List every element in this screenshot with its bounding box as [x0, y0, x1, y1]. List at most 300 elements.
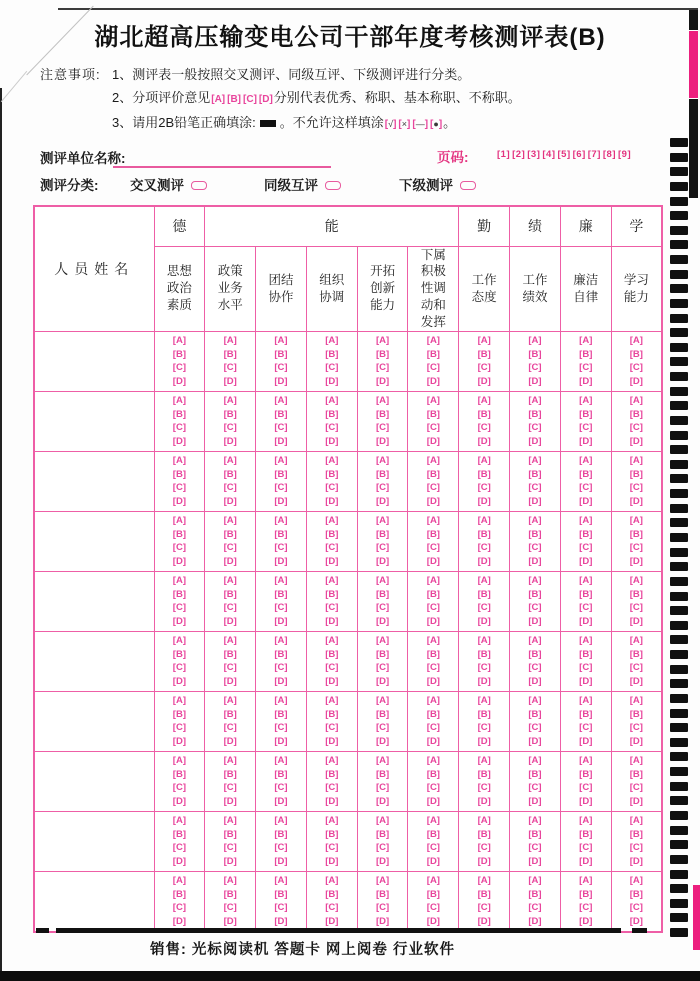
option-bubble[interactable]: [D]: [223, 616, 237, 628]
category-checkbox-bubble[interactable]: [460, 181, 476, 190]
option-bubble[interactable]: [A]: [579, 455, 593, 467]
option-bubble[interactable]: [B]: [172, 708, 186, 720]
option-bubble[interactable]: [D]: [579, 736, 593, 748]
option-bubble[interactable]: [D]: [426, 796, 440, 808]
option-bubble[interactable]: [B]: [528, 648, 542, 660]
option-bubble[interactable]: [D]: [477, 496, 491, 508]
option-bubble[interactable]: [B]: [274, 888, 288, 900]
option-bubble[interactable]: [C]: [172, 722, 186, 734]
option-bubble[interactable]: [C]: [528, 902, 542, 914]
option-bubble[interactable]: [D]: [629, 556, 643, 568]
option-bubble[interactable]: [A]: [274, 755, 288, 767]
option-bubble[interactable]: [A]: [325, 695, 339, 707]
option-bubble[interactable]: [A]: [477, 455, 491, 467]
option-bubble[interactable]: [A]: [325, 575, 339, 587]
option-bubble[interactable]: [A]: [477, 515, 491, 527]
option-bubble[interactable]: [A]: [629, 335, 643, 347]
option-bubble[interactable]: [A]: [172, 335, 186, 347]
option-bubble[interactable]: [D]: [325, 796, 339, 808]
option-bubble[interactable]: [D]: [426, 556, 440, 568]
option-bubble[interactable]: [B]: [629, 528, 643, 540]
option-bubble[interactable]: [D]: [426, 916, 440, 928]
option-bubble[interactable]: [D]: [528, 676, 542, 688]
option-bubble[interactable]: [B]: [375, 888, 390, 900]
person-name-cell[interactable]: [34, 751, 154, 811]
option-bubble[interactable]: [C]: [172, 482, 186, 494]
category-checkbox-bubble[interactable]: [191, 181, 207, 190]
option-bubble[interactable]: [C]: [172, 602, 186, 614]
option-bubble[interactable]: [B]: [274, 468, 288, 480]
option-bubble[interactable]: [A]: [629, 575, 643, 587]
option-bubble[interactable]: [C]: [325, 482, 339, 494]
page-number-bubble[interactable]: [8]: [602, 149, 616, 160]
option-bubble[interactable]: [C]: [426, 902, 440, 914]
option-bubble[interactable]: [B]: [477, 528, 491, 540]
option-bubble[interactable]: [B]: [477, 708, 491, 720]
option-bubble[interactable]: [B]: [325, 588, 339, 600]
option-bubble[interactable]: [A]: [426, 335, 440, 347]
option-bubble[interactable]: [C]: [274, 902, 288, 914]
option-bubble[interactable]: [D]: [274, 856, 288, 868]
option-bubble[interactable]: [B]: [274, 528, 288, 540]
option-bubble[interactable]: [A]: [629, 395, 643, 407]
option-bubble[interactable]: [A]: [477, 875, 491, 887]
page-number-bubble[interactable]: [6]: [572, 149, 586, 160]
option-bubble[interactable]: [A]: [375, 755, 390, 767]
option-bubble[interactable]: [A]: [426, 815, 440, 827]
option-bubble[interactable]: [A]: [426, 395, 440, 407]
page-number-bubble[interactable]: [5]: [557, 149, 571, 160]
option-bubble[interactable]: [A]: [629, 875, 643, 887]
option-bubble[interactable]: [D]: [528, 556, 542, 568]
option-bubble[interactable]: [A]: [274, 695, 288, 707]
option-bubble[interactable]: [D]: [426, 436, 440, 448]
option-bubble[interactable]: [B]: [477, 348, 491, 360]
option-bubble[interactable]: [C]: [375, 782, 390, 794]
option-bubble[interactable]: [D]: [579, 916, 593, 928]
option-bubble[interactable]: [C]: [477, 842, 491, 854]
option-bubble[interactable]: [B]: [223, 888, 237, 900]
option-bubble[interactable]: [A]: [426, 755, 440, 767]
option-bubble[interactable]: [B]: [274, 408, 288, 420]
option-bubble[interactable]: [B]: [426, 648, 440, 660]
option-bubble[interactable]: [A]: [528, 875, 542, 887]
option-bubble[interactable]: [C]: [172, 902, 186, 914]
option-bubble[interactable]: [C]: [426, 602, 440, 614]
option-bubble[interactable]: [C]: [629, 782, 643, 794]
option-bubble[interactable]: [A]: [477, 755, 491, 767]
option-bubble[interactable]: [B]: [172, 588, 186, 600]
option-bubble[interactable]: [D]: [172, 496, 186, 508]
option-bubble[interactable]: [A]: [629, 695, 643, 707]
option-bubble[interactable]: [A]: [223, 875, 237, 887]
option-bubble[interactable]: [D]: [579, 376, 593, 388]
option-bubble[interactable]: [B]: [223, 408, 237, 420]
option-bubble[interactable]: [C]: [274, 782, 288, 794]
option-bubble[interactable]: [A]: [477, 695, 491, 707]
option-bubble[interactable]: [D]: [528, 376, 542, 388]
option-bubble[interactable]: [B]: [325, 408, 339, 420]
person-name-cell[interactable]: [34, 511, 154, 571]
option-bubble[interactable]: [D]: [172, 856, 186, 868]
option-bubble[interactable]: [D]: [325, 376, 339, 388]
option-bubble[interactable]: [C]: [477, 902, 491, 914]
option-bubble[interactable]: [C]: [477, 662, 491, 674]
option-bubble[interactable]: [D]: [579, 556, 593, 568]
option-bubble[interactable]: [D]: [477, 676, 491, 688]
option-bubble[interactable]: [D]: [579, 616, 593, 628]
option-bubble[interactable]: [C]: [325, 782, 339, 794]
option-bubble[interactable]: [B]: [629, 468, 643, 480]
option-bubble[interactable]: [B]: [223, 348, 237, 360]
option-bubble[interactable]: [A]: [325, 635, 339, 647]
option-bubble[interactable]: [A]: [629, 755, 643, 767]
option-bubble[interactable]: [A]: [528, 695, 542, 707]
option-bubble[interactable]: [A]: [223, 455, 237, 467]
option-bubble[interactable]: [A]: [375, 695, 390, 707]
option-bubble[interactable]: [B]: [375, 828, 390, 840]
option-bubble[interactable]: [B]: [426, 528, 440, 540]
option-bubble[interactable]: [C]: [629, 722, 643, 734]
option-bubble[interactable]: [C]: [579, 602, 593, 614]
option-bubble[interactable]: [C]: [579, 362, 593, 374]
option-bubble[interactable]: [C]: [375, 902, 390, 914]
option-bubble[interactable]: [D]: [274, 736, 288, 748]
person-name-cell[interactable]: [34, 871, 154, 932]
option-bubble[interactable]: [D]: [223, 736, 237, 748]
option-bubble[interactable]: [A]: [325, 875, 339, 887]
option-bubble[interactable]: [A]: [528, 575, 542, 587]
option-bubble[interactable]: [A]: [579, 695, 593, 707]
option-bubble[interactable]: [D]: [477, 616, 491, 628]
option-bubble[interactable]: [C]: [223, 662, 237, 674]
option-bubble[interactable]: [C]: [426, 842, 440, 854]
option-bubble[interactable]: [B]: [223, 588, 237, 600]
option-bubble[interactable]: [D]: [375, 376, 390, 388]
option-bubble[interactable]: [A]: [375, 635, 390, 647]
option-bubble[interactable]: [B]: [274, 348, 288, 360]
option-bubble[interactable]: [D]: [426, 676, 440, 688]
option-bubble[interactable]: [B]: [426, 828, 440, 840]
option-bubble[interactable]: [B]: [325, 468, 339, 480]
option-bubble[interactable]: [C]: [375, 362, 390, 374]
option-bubble[interactable]: [A]: [223, 335, 237, 347]
option-bubble[interactable]: [A]: [274, 455, 288, 467]
option-bubble[interactable]: [C]: [223, 602, 237, 614]
option-bubble[interactable]: [C]: [579, 722, 593, 734]
page-number-bubble[interactable]: [7]: [587, 149, 601, 160]
option-bubble[interactable]: [C]: [426, 722, 440, 734]
option-bubble[interactable]: [C]: [579, 842, 593, 854]
option-bubble[interactable]: [A]: [579, 575, 593, 587]
option-bubble[interactable]: [A]: [477, 635, 491, 647]
option-bubble[interactable]: [B]: [172, 828, 186, 840]
option-bubble[interactable]: [A]: [375, 875, 390, 887]
option-bubble[interactable]: [A]: [172, 695, 186, 707]
option-bubble[interactable]: [D]: [172, 436, 186, 448]
option-bubble[interactable]: [A]: [579, 515, 593, 527]
option-bubble[interactable]: [D]: [528, 736, 542, 748]
option-bubble[interactable]: [B]: [274, 768, 288, 780]
option-bubble[interactable]: [A]: [426, 515, 440, 527]
option-bubble[interactable]: [D]: [274, 556, 288, 568]
option-bubble[interactable]: [D]: [223, 556, 237, 568]
option-bubble[interactable]: [B]: [172, 768, 186, 780]
option-bubble[interactable]: [D]: [274, 616, 288, 628]
option-bubble[interactable]: [D]: [528, 856, 542, 868]
option-bubble[interactable]: [A]: [274, 875, 288, 887]
option-bubble[interactable]: [D]: [375, 436, 390, 448]
option-bubble[interactable]: [C]: [528, 662, 542, 674]
option-bubble[interactable]: [C]: [477, 782, 491, 794]
option-bubble[interactable]: [B]: [325, 768, 339, 780]
option-bubble[interactable]: [D]: [325, 856, 339, 868]
option-bubble[interactable]: [A]: [579, 335, 593, 347]
option-bubble[interactable]: [A]: [477, 815, 491, 827]
option-bubble[interactable]: [D]: [274, 796, 288, 808]
option-bubble[interactable]: [C]: [172, 842, 186, 854]
option-bubble[interactable]: [D]: [375, 676, 390, 688]
option-bubble[interactable]: [A]: [375, 815, 390, 827]
option-bubble[interactable]: [D]: [579, 796, 593, 808]
option-bubble[interactable]: [B]: [629, 768, 643, 780]
option-bubble[interactable]: [B]: [528, 348, 542, 360]
option-bubble[interactable]: [C]: [375, 602, 390, 614]
option-bubble[interactable]: [A]: [375, 335, 390, 347]
option-bubble[interactable]: [C]: [325, 362, 339, 374]
option-bubble[interactable]: [D]: [223, 436, 237, 448]
option-bubble[interactable]: [C]: [172, 782, 186, 794]
option-bubble[interactable]: [C]: [426, 662, 440, 674]
option-bubble[interactable]: [B]: [528, 768, 542, 780]
option-bubble[interactable]: [D]: [426, 736, 440, 748]
option-bubble[interactable]: [B]: [579, 828, 593, 840]
option-bubble[interactable]: [B]: [477, 828, 491, 840]
option-bubble[interactable]: [D]: [274, 916, 288, 928]
option-bubble[interactable]: [C]: [528, 542, 542, 554]
option-bubble[interactable]: [D]: [629, 916, 643, 928]
option-bubble[interactable]: [C]: [375, 722, 390, 734]
option-bubble[interactable]: [C]: [579, 542, 593, 554]
option-bubble[interactable]: [B]: [223, 708, 237, 720]
option-bubble[interactable]: [A]: [274, 335, 288, 347]
option-bubble[interactable]: [D]: [629, 376, 643, 388]
option-bubble[interactable]: [B]: [426, 708, 440, 720]
option-bubble[interactable]: [B]: [274, 708, 288, 720]
option-bubble[interactable]: [B]: [325, 708, 339, 720]
option-bubble[interactable]: [B]: [579, 468, 593, 480]
option-bubble[interactable]: [B]: [477, 768, 491, 780]
option-bubble[interactable]: [C]: [172, 422, 186, 434]
option-bubble[interactable]: [C]: [223, 842, 237, 854]
option-bubble[interactable]: [C]: [477, 422, 491, 434]
option-bubble[interactable]: [A]: [325, 395, 339, 407]
option-bubble[interactable]: [D]: [579, 436, 593, 448]
option-bubble[interactable]: [B]: [375, 468, 390, 480]
option-bubble[interactable]: [C]: [629, 902, 643, 914]
option-bubble[interactable]: [D]: [579, 856, 593, 868]
option-bubble[interactable]: [D]: [325, 736, 339, 748]
option-bubble[interactable]: [C]: [579, 902, 593, 914]
option-bubble[interactable]: [D]: [629, 616, 643, 628]
option-bubble[interactable]: [B]: [629, 408, 643, 420]
option-bubble[interactable]: [D]: [477, 916, 491, 928]
option-bubble[interactable]: [C]: [629, 362, 643, 374]
option-bubble[interactable]: [D]: [325, 676, 339, 688]
category-checkbox-bubble[interactable]: [325, 181, 341, 190]
option-bubble[interactable]: [D]: [325, 916, 339, 928]
option-bubble[interactable]: [B]: [172, 408, 186, 420]
option-bubble[interactable]: [D]: [172, 376, 186, 388]
option-bubble[interactable]: [A]: [477, 575, 491, 587]
option-bubble[interactable]: [C]: [426, 422, 440, 434]
option-bubble[interactable]: [B]: [172, 348, 186, 360]
option-bubble[interactable]: [B]: [528, 468, 542, 480]
option-bubble[interactable]: [B]: [172, 648, 186, 660]
option-bubble[interactable]: [B]: [172, 528, 186, 540]
option-bubble[interactable]: [D]: [528, 616, 542, 628]
option-bubble[interactable]: [B]: [325, 888, 339, 900]
option-bubble[interactable]: [A]: [172, 875, 186, 887]
option-bubble[interactable]: [A]: [274, 815, 288, 827]
option-bubble[interactable]: [A]: [325, 815, 339, 827]
option-bubble[interactable]: [A]: [426, 875, 440, 887]
person-name-cell[interactable]: [34, 451, 154, 511]
page-number-bubble[interactable]: [3]: [527, 149, 541, 160]
option-bubble[interactable]: [B]: [477, 648, 491, 660]
option-bubble[interactable]: [D]: [375, 616, 390, 628]
option-bubble[interactable]: [C]: [223, 482, 237, 494]
option-bubble[interactable]: [D]: [426, 376, 440, 388]
person-name-cell[interactable]: [34, 631, 154, 691]
option-bubble[interactable]: [A]: [528, 515, 542, 527]
option-bubble[interactable]: [A]: [172, 755, 186, 767]
option-bubble[interactable]: [B]: [325, 528, 339, 540]
option-bubble[interactable]: [A]: [629, 455, 643, 467]
option-bubble[interactable]: [B]: [477, 888, 491, 900]
option-bubble[interactable]: [D]: [172, 796, 186, 808]
option-bubble[interactable]: [C]: [375, 842, 390, 854]
option-bubble[interactable]: [A]: [579, 395, 593, 407]
option-bubble[interactable]: [C]: [477, 362, 491, 374]
option-bubble[interactable]: [C]: [375, 542, 390, 554]
option-bubble[interactable]: [C]: [579, 662, 593, 674]
option-bubble[interactable]: [A]: [528, 455, 542, 467]
option-bubble[interactable]: [D]: [172, 916, 186, 928]
option-bubble[interactable]: [A]: [528, 635, 542, 647]
option-bubble[interactable]: [D]: [223, 376, 237, 388]
option-bubble[interactable]: [A]: [223, 755, 237, 767]
option-bubble[interactable]: [B]: [274, 828, 288, 840]
option-bubble[interactable]: [A]: [325, 755, 339, 767]
option-bubble[interactable]: [D]: [223, 796, 237, 808]
option-bubble[interactable]: [A]: [375, 395, 390, 407]
option-bubble[interactable]: [C]: [223, 902, 237, 914]
option-bubble[interactable]: [A]: [528, 335, 542, 347]
option-bubble[interactable]: [C]: [477, 482, 491, 494]
option-bubble[interactable]: [C]: [629, 842, 643, 854]
option-bubble[interactable]: [B]: [172, 888, 186, 900]
option-bubble[interactable]: [A]: [223, 575, 237, 587]
option-bubble[interactable]: [D]: [375, 916, 390, 928]
option-bubble[interactable]: [D]: [325, 616, 339, 628]
option-bubble[interactable]: [C]: [426, 362, 440, 374]
option-bubble[interactable]: [B]: [375, 408, 390, 420]
option-bubble[interactable]: [C]: [223, 362, 237, 374]
option-bubble[interactable]: [A]: [528, 815, 542, 827]
option-bubble[interactable]: [C]: [579, 482, 593, 494]
option-bubble[interactable]: [C]: [274, 662, 288, 674]
option-bubble[interactable]: [C]: [172, 542, 186, 554]
option-bubble[interactable]: [A]: [477, 335, 491, 347]
option-bubble[interactable]: [C]: [579, 782, 593, 794]
option-bubble[interactable]: [D]: [274, 676, 288, 688]
option-bubble[interactable]: [A]: [172, 455, 186, 467]
option-bubble[interactable]: [B]: [426, 468, 440, 480]
option-bubble[interactable]: [C]: [223, 782, 237, 794]
option-bubble[interactable]: [A]: [172, 395, 186, 407]
option-bubble[interactable]: [B]: [528, 828, 542, 840]
option-bubble[interactable]: [C]: [325, 722, 339, 734]
option-bubble[interactable]: [B]: [477, 468, 491, 480]
option-bubble[interactable]: [B]: [375, 708, 390, 720]
option-bubble[interactable]: [A]: [426, 455, 440, 467]
option-bubble[interactable]: [D]: [274, 376, 288, 388]
option-bubble[interactable]: [D]: [325, 436, 339, 448]
option-bubble[interactable]: [A]: [274, 515, 288, 527]
option-bubble[interactable]: [C]: [325, 422, 339, 434]
option-bubble[interactable]: [D]: [528, 436, 542, 448]
option-bubble[interactable]: [A]: [274, 575, 288, 587]
option-bubble[interactable]: [A]: [375, 455, 390, 467]
option-bubble[interactable]: [B]: [579, 768, 593, 780]
option-bubble[interactable]: [C]: [426, 782, 440, 794]
option-bubble[interactable]: [A]: [528, 395, 542, 407]
option-bubble[interactable]: [C]: [629, 542, 643, 554]
option-bubble[interactable]: [B]: [223, 648, 237, 660]
option-bubble[interactable]: [C]: [375, 662, 390, 674]
option-bubble[interactable]: [B]: [223, 828, 237, 840]
option-bubble[interactable]: [C]: [528, 842, 542, 854]
option-bubble[interactable]: [A]: [172, 515, 186, 527]
option-bubble[interactable]: [B]: [426, 588, 440, 600]
option-bubble[interactable]: [C]: [274, 422, 288, 434]
option-bubble[interactable]: [C]: [528, 782, 542, 794]
option-bubble[interactable]: [C]: [477, 722, 491, 734]
option-bubble[interactable]: [C]: [528, 482, 542, 494]
option-bubble[interactable]: [B]: [223, 468, 237, 480]
option-bubble[interactable]: [C]: [274, 362, 288, 374]
option-bubble[interactable]: [A]: [426, 575, 440, 587]
option-bubble[interactable]: [A]: [172, 635, 186, 647]
option-bubble[interactable]: [A]: [426, 635, 440, 647]
option-bubble[interactable]: [B]: [426, 348, 440, 360]
option-bubble[interactable]: [D]: [172, 616, 186, 628]
option-bubble[interactable]: [B]: [325, 348, 339, 360]
option-bubble[interactable]: [A]: [223, 395, 237, 407]
option-bubble[interactable]: [D]: [375, 796, 390, 808]
option-bubble[interactable]: [B]: [528, 888, 542, 900]
option-bubble[interactable]: [B]: [579, 888, 593, 900]
option-bubble[interactable]: [B]: [528, 708, 542, 720]
option-bubble[interactable]: [B]: [528, 408, 542, 420]
option-bubble[interactable]: [D]: [477, 376, 491, 388]
page-number-bubble[interactable]: [4]: [542, 149, 556, 160]
option-bubble[interactable]: [C]: [223, 542, 237, 554]
option-bubble[interactable]: [C]: [375, 422, 390, 434]
option-bubble[interactable]: [D]: [477, 556, 491, 568]
option-bubble[interactable]: [D]: [325, 556, 339, 568]
